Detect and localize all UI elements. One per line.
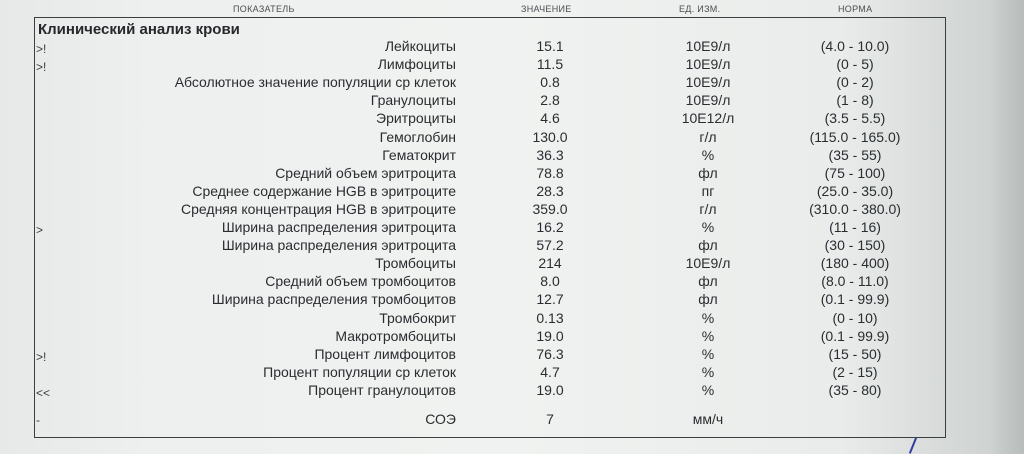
row-label: Гемоглобин: [379, 129, 456, 145]
row-flag: >: [36, 223, 44, 237]
row-norm: (115.0 - 165.0): [809, 129, 901, 145]
row-unit: %: [701, 219, 715, 235]
row-norm: (8.0 - 11.0): [821, 273, 889, 289]
row-value: 214: [538, 255, 562, 271]
row-value: 19.0: [536, 382, 564, 398]
row-value: 0.8: [540, 74, 560, 90]
table-bottom-border: [34, 437, 946, 438]
row-unit: 10E9/л: [685, 255, 731, 271]
row-norm: (0 - 5): [836, 56, 874, 72]
row-flag: >!: [36, 350, 47, 364]
row-unit: фл: [698, 291, 718, 307]
row-value: 130.0: [532, 129, 568, 145]
column-header-unit: ЕД. ИЗМ.: [679, 4, 721, 14]
row-norm: (0.1 - 99.9): [820, 328, 890, 344]
row-label: Макротромбоциты: [335, 328, 456, 344]
table-row: [0, 55, 1000, 73]
row-label: Тромбокрит: [379, 310, 456, 326]
esr-flag: -: [36, 413, 40, 427]
esr-row: [0, 410, 1000, 428]
table-row: [0, 345, 1000, 363]
row-value: 28.3: [536, 183, 564, 199]
row-norm: (0 - 10): [832, 310, 878, 326]
row-value: 57.2: [536, 237, 564, 253]
table-top-border: [34, 17, 946, 18]
row-label: Эритроциты: [376, 110, 456, 126]
row-label: Процент гранулоцитов: [308, 382, 456, 398]
row-unit: %: [701, 147, 715, 163]
row-label: Гематокрит: [382, 147, 456, 163]
row-norm: (4.0 - 10.0): [820, 38, 890, 54]
row-value: 8.0: [540, 273, 560, 289]
row-label: Средний объем тромбоцитов: [265, 273, 456, 289]
row-norm: (11 - 16): [829, 219, 881, 235]
row-unit: %: [701, 382, 715, 398]
row-norm: (310.0 - 380.0): [809, 201, 901, 217]
row-value: 19.0: [536, 328, 564, 344]
row-unit: %: [701, 310, 715, 326]
row-unit: фл: [698, 237, 718, 253]
row-unit: фл: [698, 273, 718, 289]
row-unit: 10E12/л: [681, 110, 735, 126]
row-value: 4.7: [540, 364, 560, 380]
table-row: [0, 164, 1000, 182]
section-title: Клинический анализ крови: [38, 21, 240, 38]
row-unit: 10E9/л: [685, 56, 731, 72]
column-header-norm: НОРМА: [838, 4, 873, 14]
row-label: Абсолютное значение популяции ср клеток: [174, 74, 456, 90]
esr-value: 7: [546, 411, 554, 427]
row-value: 78.8: [536, 165, 564, 181]
table-row: [0, 363, 1000, 381]
row-value: 4.6: [540, 110, 560, 126]
esr-label: СОЭ: [425, 411, 456, 427]
row-label: Ширина распределения тромбоцитов: [211, 291, 456, 307]
row-label: Средняя концентрация HGB в эритроците: [181, 201, 456, 217]
table-row: [0, 91, 1000, 109]
esr-unit: мм/ч: [692, 411, 724, 427]
table-row: [0, 128, 1000, 146]
row-value: 12.7: [536, 291, 564, 307]
row-unit: 10E9/л: [685, 92, 731, 108]
table-row: [0, 272, 1000, 290]
row-unit: г/л: [699, 129, 717, 145]
row-value: 36.3: [536, 147, 564, 163]
row-norm: (180 - 400): [820, 255, 890, 271]
row-flag: <<: [36, 386, 51, 400]
row-norm: (15 - 50): [828, 346, 882, 362]
row-norm: (25.0 - 35.0): [816, 183, 894, 199]
row-value: 0.13: [536, 310, 564, 326]
row-norm: (1 - 8): [836, 92, 874, 108]
row-unit: %: [701, 364, 715, 380]
row-label: Средний объем эритроцита: [275, 165, 456, 181]
row-label: Процент лимфоцитов: [314, 346, 456, 362]
row-label: Гранулоциты: [370, 92, 456, 108]
row-value: 16.2: [536, 219, 564, 235]
table-row: [0, 381, 1000, 399]
row-norm: (75 - 100): [824, 165, 886, 181]
row-label: Ширина распределения эритроцита: [221, 219, 456, 235]
row-flag: >!: [36, 42, 47, 56]
row-value: 15.1: [536, 38, 564, 54]
row-norm: (30 - 150): [824, 237, 886, 253]
table-row: [0, 327, 1000, 345]
row-value: 2.8: [540, 92, 560, 108]
table-row: [0, 37, 1000, 55]
pen-mark: [909, 437, 917, 454]
table-row: [0, 146, 1000, 164]
column-header-value: ЗНАЧЕНИЕ: [521, 4, 572, 14]
row-value: 359.0: [532, 201, 568, 217]
row-norm: (35 - 55): [828, 147, 882, 163]
row-unit: г/л: [699, 201, 717, 217]
table-row: [0, 236, 1000, 254]
row-unit: 10E9/л: [685, 74, 731, 90]
table-row: [0, 73, 1000, 91]
table-row: [0, 309, 1000, 327]
row-value: 11.5: [536, 56, 564, 72]
row-unit: %: [701, 328, 715, 344]
row-value: 76.3: [536, 346, 564, 362]
row-unit: пг: [701, 183, 715, 199]
table-row: [0, 182, 1000, 200]
row-label: Лейкоциты: [384, 38, 456, 54]
row-unit: фл: [698, 165, 718, 181]
row-label: Ширина распределения эритроцита: [221, 237, 456, 253]
row-norm: (2 - 15): [832, 364, 878, 380]
row-label: Процент популяции ср клеток: [263, 364, 456, 380]
row-norm: (0 - 2): [836, 74, 874, 90]
table-row: [0, 109, 1000, 127]
row-norm: (35 - 80): [828, 382, 882, 398]
row-norm: (3.5 - 5.5): [824, 110, 886, 126]
row-norm: (0.1 - 99.9): [820, 291, 890, 307]
row-label: Тромбоциты: [375, 255, 456, 271]
table-row: [0, 200, 1000, 218]
table-row: [0, 254, 1000, 272]
column-header-indicator: ПОКАЗАТЕЛЬ: [233, 4, 295, 14]
table-row: [0, 290, 1000, 308]
row-label: Среднее содержание HGB в эритроците: [192, 183, 456, 199]
row-unit: 10E9/л: [685, 38, 731, 54]
row-label: Лимфоциты: [377, 56, 456, 72]
row-unit: %: [701, 346, 715, 362]
table-row: [0, 218, 1000, 236]
row-flag: >!: [36, 60, 47, 74]
